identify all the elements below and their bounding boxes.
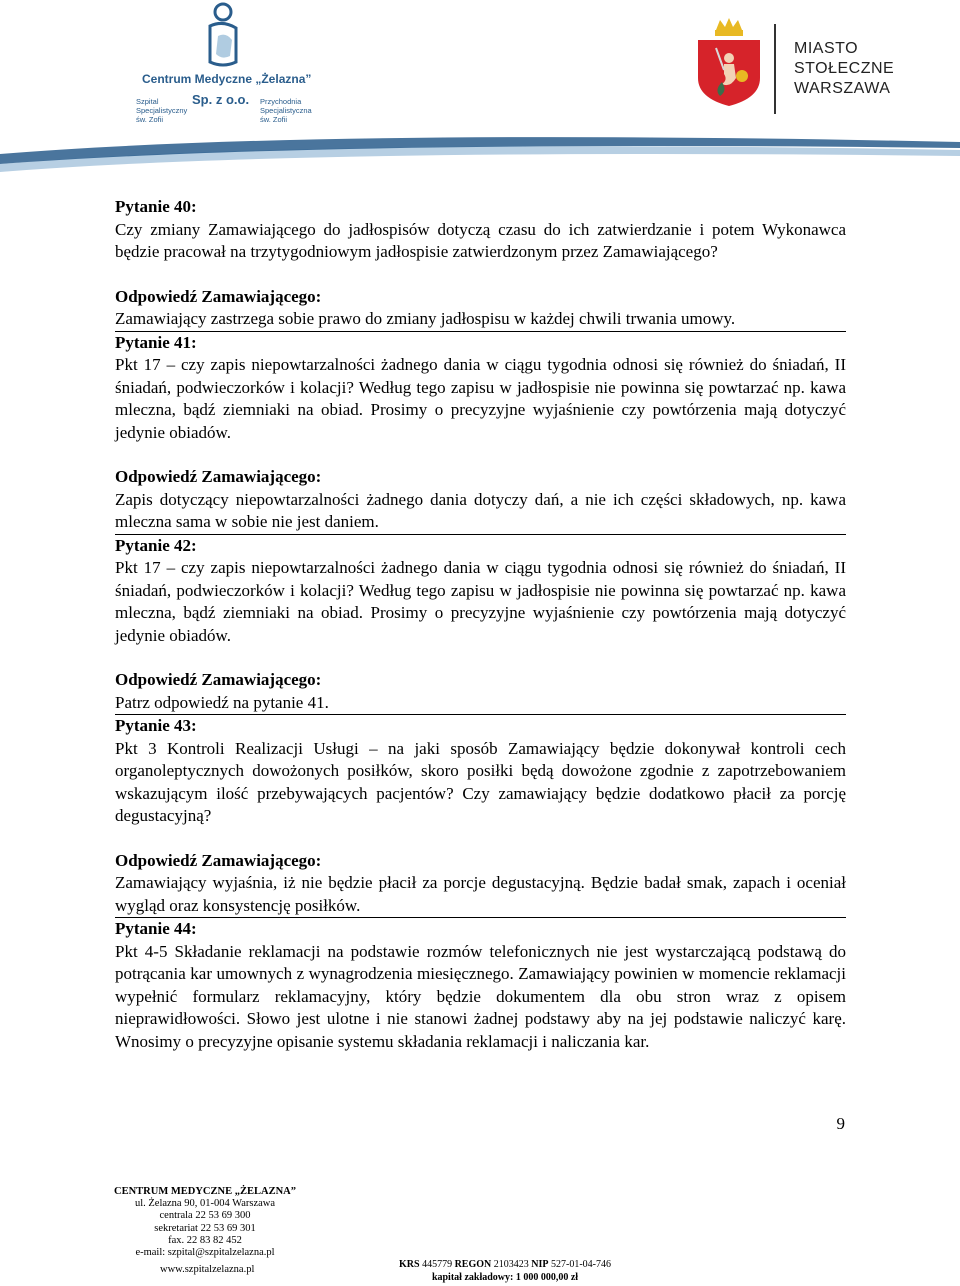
logo-company-form: Sp. z o.o. [192, 92, 250, 107]
logo-clinic-unit: Przychodnia Specjalistyczna św. Zofii [260, 97, 312, 124]
footer-registry [390, 1258, 620, 1284]
question-label: Pytanie 42: [115, 535, 197, 555]
header-swoosh-decoration [0, 118, 960, 178]
logo-hospital-unit: Szpital Specjalistyczny św. Zofii [136, 97, 188, 124]
footer-secretariat: sekretariat 22 53 69 301 [154, 1222, 256, 1234]
footer-fax: fax. 22 83 82 452 [168, 1234, 242, 1246]
nip-label: NIP [531, 1259, 549, 1270]
city-name-line-1: MIASTO [794, 40, 859, 57]
city-name-line-3: WARSZAWA [794, 80, 891, 97]
warsaw-city-logo [690, 18, 910, 118]
qa-block-44 [115, 918, 846, 1053]
page-number: 9 [836, 1114, 845, 1133]
document-body [115, 196, 846, 1053]
answer-text: Zapis dotyczący niepowtarzalności żadnego dania dotyczy dań, a nie ich części składowych, np. kawa mleczna sama w sobie nie jest daniem. [115, 489, 846, 531]
mother-child-logo-icon [188, 2, 258, 72]
question-label: Pytanie 41: [115, 332, 197, 352]
footer-contact [110, 1186, 300, 1259]
footer-website-link[interactable]: www.szpitalzelazna.pl [160, 1264, 255, 1275]
answer-label: Odpowiedź Zamawiającego: [115, 467, 322, 486]
answer-text: Zamawiający zastrzega sobie prawo do zmiany jadłospisu w każdej chwili trwania umowy. [115, 309, 736, 328]
footer-switchboard: centrala 22 53 69 300 [159, 1210, 251, 1222]
question-label: Pytanie 40: [115, 197, 197, 216]
question-text: Pkt 3 Kontroli Realizacji Usługi – na jaki sposób Zamawiający będzie dokonywał kontroli cech organoleptycznych dowożonych posiłków, skoro posiłki będą dowożone zgodnie z zapotrzebowaniem wskazującym ilość przebywających pacjentów? Czy zamawiający będzie dodatkowo płacił za porcję degustacyjną? [115, 738, 846, 825]
footer-company: CENTRUM MEDYCZNE „ŻELAZNA” [113, 1186, 296, 1197]
regon-value: 2103423 [493, 1259, 529, 1270]
city-logo-divider [774, 24, 776, 114]
question-text: Pkt 17 – czy zapis niepowtarzalności żadnego dania w ciągu tygodnia odnosi się również do śniadań, II śniadań, podwieczorków i kolacji? Według tego zapisu w jadłospisie nie powinna się powtarzać np. kawa mleczna, bądź ziemniaki na obiad. Prosimy o precyzyjne wyjaśnienie czy powtórzenia mają dotyczyć jedynie obiadów. [115, 558, 846, 645]
footer-address: ul. Żelazna 90, 01-004 Warszawa [134, 1198, 276, 1210]
answer-text: Patrz odpowiedź na pytanie 41. [115, 692, 329, 712]
regon-label: REGON [454, 1259, 492, 1270]
city-name-line-2: STOŁECZNE [794, 60, 895, 77]
centrum-medyczne-logo [130, 0, 320, 125]
qa-block-43 [115, 715, 846, 917]
nip-value: 527-01-04-746 [550, 1259, 611, 1270]
krs-value: 445779 [422, 1259, 453, 1270]
qa-block-41 [115, 332, 846, 534]
question-text: Pkt 4-5 Składanie reklamacji na podstawie rozmów telefonicznych nie jest wystarczającą podstawą do potrącania kar umownych z wynagrodzenia miesięcznego. Zamawiający powinien w momencie reklamacji wypełnić formularz reklamacyjny, który będzie dokumentem dla obu stron wraz z opisem nieprawidłowości. Słowo jest ulotne i nie stanowi żadnej podstawy aby na jej podstawie naliczyć karę. Wnosimy o precyzyjne opisanie systemu składania reklamacji i naliczania kar. [115, 941, 846, 1051]
logo-company-name: Centrum Medyczne „Żelazna” [142, 72, 312, 86]
answer-label: Odpowiedź Zamawiającego: [115, 670, 322, 689]
capital-value: 1 000 000,00 zł [515, 1272, 579, 1283]
capital-label: kapitał zakładowy: [431, 1272, 514, 1283]
question-text: Pkt 17 – czy zapis niepowtarzalności żadnego dania w ciągu tygodnia odnosi się również do śniadań, II śniadań, podwieczorków i kolacji? Według tego zapisu w jadłospisie nie powinna się powtarzać np. kawa mleczna, bądź ziemniaki na obiad. Prosimy o precyzyjne wyjaśnienie czy powtórzenia mają dotyczyć jedynie obiadów. [115, 355, 846, 442]
qa-block-40 [115, 196, 846, 331]
krs-label: KRS [399, 1259, 420, 1270]
warsaw-crest-icon [694, 18, 764, 106]
question-text: Czy zmiany Zamawiającego do jadłospisów dotyczą czasu do ich zatwierdzanie i potem Wykonawca będzie pracował na trzytygodniowym jadłospisie zatwierdzonym przez Zamawiającego? [115, 219, 846, 261]
answer-text: Zamawiający wyjaśnia, iż nie będzie płacił za porcje degustacyjną. Będzie badał smak, zapach i oceniał wygląd oraz konsystencję posiłków. [115, 873, 846, 915]
page-header [0, 0, 960, 180]
question-label: Pytanie 43: [115, 716, 197, 735]
question-label: Pytanie 44: [115, 919, 197, 938]
footer-email: e-mail: szpital@szpitalzelazna.pl [135, 1247, 275, 1259]
answer-label: Odpowiedź Zamawiającego: [115, 850, 322, 870]
qa-block-42 [115, 535, 846, 715]
answer-label: Odpowiedź Zamawiającego: [115, 286, 322, 306]
